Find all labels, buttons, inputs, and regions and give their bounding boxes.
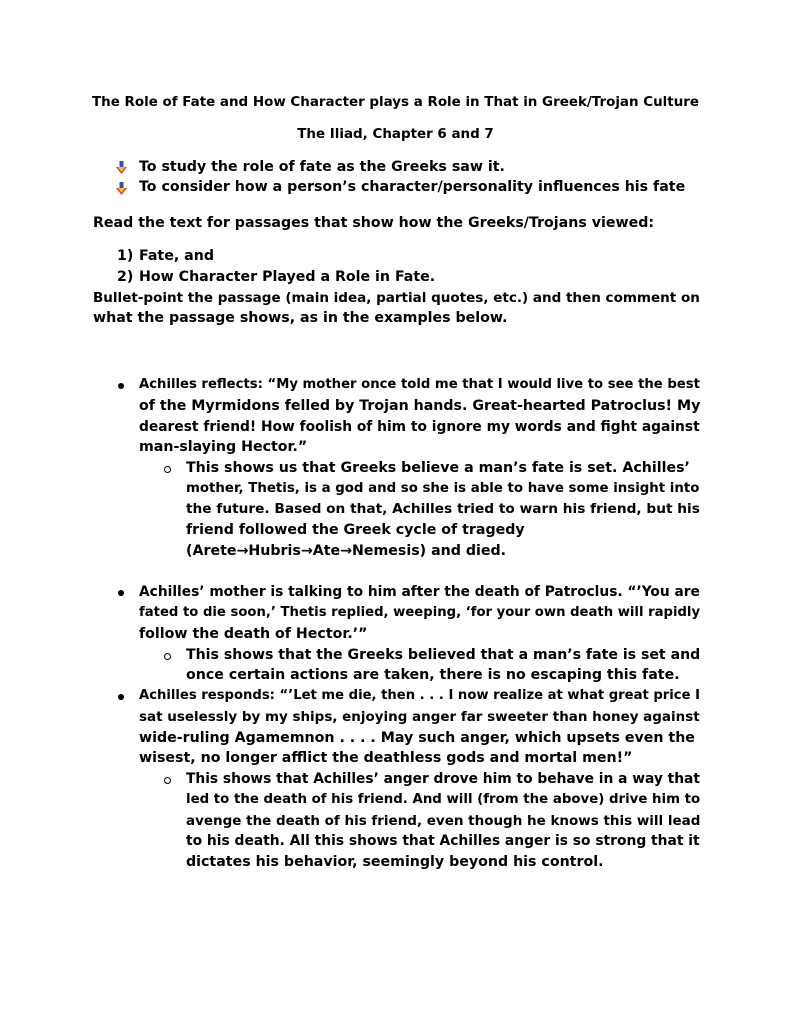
sub-bullet-icon <box>164 777 171 784</box>
example-comment-line: dictates his behavior, seemingly beyond his control. <box>186 854 604 870</box>
example-comment-line: This shows that Achilles’ anger drove him to behave in a way that <box>186 771 700 787</box>
sub-bullet-icon <box>164 466 171 473</box>
numbered-item: How Character Played a Role in Fate. <box>139 269 436 285</box>
cycle-stage: Arete <box>192 543 237 559</box>
right-arrow-icon: → <box>340 543 352 559</box>
cycle-stage: Nemesis <box>352 543 420 559</box>
bullet-instruction-line: what the passage shows, as in the examples below. <box>93 310 508 326</box>
down-arrow-icon <box>116 182 127 196</box>
tragedy-cycle <box>186 541 506 562</box>
example-comment-line: led to the death of his friend. And will (from the above) drive him to <box>186 792 701 807</box>
example-passage-line: Achilles responds: “’Let me die, then . . . I now realize at what great price I <box>139 688 701 703</box>
example-comment-line: This shows us that Greeks believe a man’s fate is set. Achilles’ <box>186 460 690 476</box>
example-comment-line: This shows that the Greeks believed that a man’s fate is set and <box>186 647 701 663</box>
right-arrow-icon: → <box>300 543 313 559</box>
cycle-close: ) and died. <box>419 543 507 559</box>
example-passage-line: sat uselessly by my ships, enjoying anger far sweeter than honey against <box>139 709 700 725</box>
example-passage-line: Achilles’ mother is talking to him after the death of Patroclus. “’You are <box>139 584 700 600</box>
example-comment-line: to his death. All this shows that Achilles anger is so strong that it <box>186 833 700 849</box>
example-passage-line: Achilles reflects: “My mother once told me that I would live to see the best <box>139 377 700 392</box>
example-comment-line: once certain actions are taken, there is no escaping this fate. <box>186 667 680 683</box>
example-passage-line: man-slaying Hector.” <box>139 439 308 455</box>
example-passage-line: fated to die soon,’ Thetis replied, weeping, ‘for your own death will rapidly <box>139 605 701 620</box>
bullet-icon <box>118 383 124 389</box>
cycle-stage: Ate <box>312 543 341 559</box>
example-comment-line: the future. Based on that, Achilles tried to warn his friend, but his <box>186 501 700 517</box>
list-number: 1) <box>117 248 134 264</box>
right-arrow-icon: → <box>236 543 249 559</box>
example-comment-line: mother, Thetis, is a god and so she is able to have some insight into <box>186 481 700 496</box>
document-title: The Role of Fate and How Character plays a Role in That in Greek/Trojan Culture <box>91 95 700 110</box>
example-comment-line: avenge the death of his friend, even though he knows this will lead <box>186 813 701 829</box>
cycle-stage: Hubris <box>248 543 301 559</box>
list-number: 2) <box>117 269 134 285</box>
objective-item: To study the role of fate as the Greeks saw it. <box>139 159 505 175</box>
bullet-icon <box>118 694 124 700</box>
numbered-item: Fate, and <box>139 248 214 264</box>
example-passage-line: wisest, no longer afflict the deathless gods and mortal men!” <box>139 750 633 766</box>
bullet-instruction-line: Bullet-point the passage (main idea, partial quotes, etc.) and then comment on <box>93 290 700 306</box>
bullet-icon <box>118 590 124 596</box>
example-passage-line: dearest friend! How foolish of him to ignore my words and fight against <box>139 419 700 435</box>
cycle-open: ( <box>186 543 193 559</box>
down-arrow-icon <box>116 161 127 175</box>
example-passage-line: wide-ruling Agamemnon . . . . May such anger, which upsets even the <box>139 730 695 746</box>
sub-bullet-icon <box>164 653 171 660</box>
instruction-text: Read the text for passages that show how the Greeks/Trojans viewed: <box>93 215 655 231</box>
example-passage-line: follow the death of Hector.’” <box>139 626 368 642</box>
objective-item: To consider how a person’s character/personality influences his fate <box>139 179 686 195</box>
example-passage-line: of the Myrmidons felled by Trojan hands. Great-hearted Patroclus! My <box>139 398 701 414</box>
document-subtitle: The Iliad, Chapter 6 and 7 <box>297 127 494 142</box>
example-comment-line: friend followed the Greek cycle of tragedy <box>186 522 525 538</box>
